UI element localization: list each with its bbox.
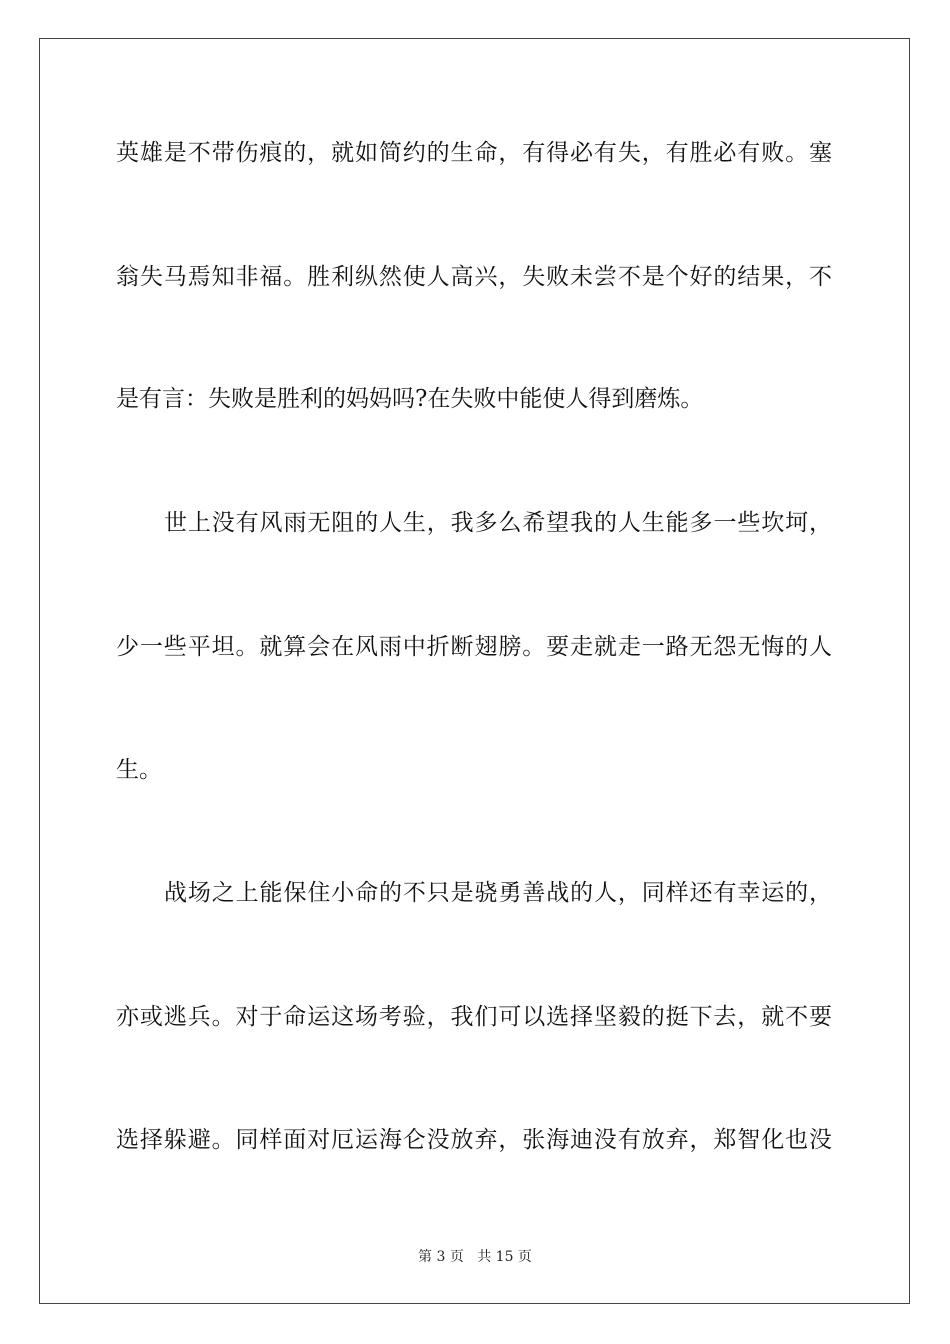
paragraph-line-9: 选择躲避。同样面对厄运海仑没放弃，张海迪没有放弃，郑智化也没 [116, 1127, 832, 1153]
page-border [39, 38, 910, 1304]
paragraph-line-1: 英雄是不带伤痕的，就如简约的生命，有得必有失，有胜必有败。塞 [116, 140, 832, 166]
paragraph-line-3: 是有言：失败是胜利的妈妈吗?在失败中能使人得到磨炼。 [116, 386, 704, 412]
paragraph-line-7: 战场之上能保住小命的不只是骁勇善战的人，同样还有幸运的， [164, 880, 832, 906]
paragraph-line-6: 生。 [116, 757, 162, 783]
page-total: 共 15 页 [477, 1249, 532, 1265]
paragraph-line-5: 少一些平坦。就算会在风雨中折断翅膀。要走就走一路无怨无悔的人 [116, 634, 832, 660]
paragraph-line-2: 翁失马焉知非福。胜利纵然使人高兴，失败未尝不是个好的结果，不 [116, 264, 832, 290]
page-number: 第 3 页 [418, 1249, 464, 1265]
paragraph-line-4: 世上没有风雨无阻的人生，我多么希望我的人生能多一些坎坷， [164, 510, 832, 536]
paragraph-line-8: 亦或逃兵。对于命运这场考验，我们可以选择坚毅的挺下去，就不要 [116, 1004, 832, 1030]
page-footer [0, 1248, 950, 1266]
